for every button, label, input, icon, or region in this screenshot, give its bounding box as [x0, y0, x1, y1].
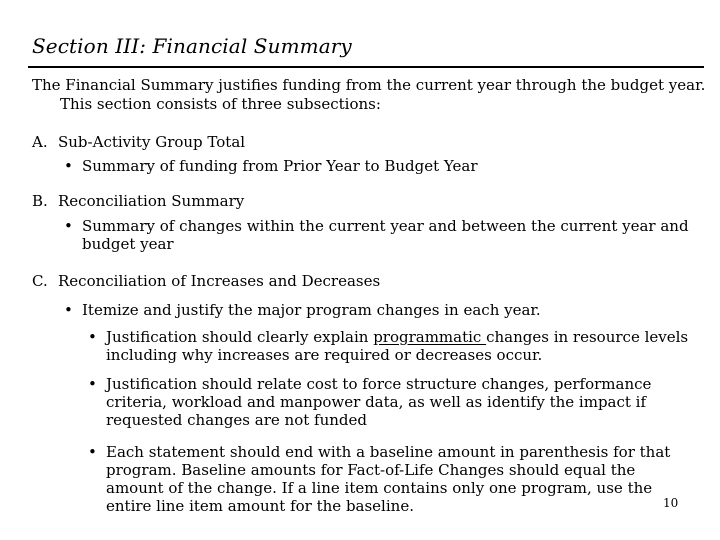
- bullet-text: Justification should relate cost to force structure changes, performance criteria, workload and manpower data, as well as identify the impact if requested changes are not funded: [106, 375, 652, 429]
- bullet-icon: •: [88, 328, 97, 346]
- section-b-heading: [32, 192, 244, 211]
- page-number: 10: [663, 496, 679, 510]
- section-c-heading: [32, 272, 380, 291]
- emphasized-term: programmatic: [373, 328, 487, 346]
- section-c-sub-bullet: [88, 375, 691, 429]
- bullet-icon: •: [64, 157, 73, 175]
- section-letter: A.: [32, 133, 48, 151]
- section-c-sub-bullet: [88, 328, 691, 364]
- section-letter: B.: [32, 192, 48, 210]
- section-c-bullet: [64, 301, 692, 319]
- section-a-bullet: [64, 157, 692, 175]
- section-c-sub-bullet: [88, 443, 691, 515]
- title-divider: [28, 66, 704, 68]
- bullet-icon: •: [88, 443, 97, 461]
- slide-title: Section III: Financial Summary: [32, 34, 352, 58]
- bullet-text: Justification should clearly explain programmatic changes in resource levels including why increases are required or decreases occur.: [106, 328, 689, 364]
- bullet-icon: •: [64, 217, 73, 235]
- section-title: Sub-Activity Group Total: [58, 133, 246, 151]
- section-letter: C.: [32, 272, 48, 290]
- bullet-icon: •: [64, 301, 73, 319]
- section-title: Reconciliation of Increases and Decreases: [58, 272, 381, 290]
- bullet-text: Summary of funding from Prior Year to Budget Year: [82, 157, 478, 175]
- section-b-bullet: [64, 217, 692, 253]
- bullet-text: Each statement should end with a baseline amount in parenthesis for that program. Baseline amounts for Fact-of-Life Changes should equal the amount of the change. If a line item contains only one program, use the entire line item amount for the baseline.: [106, 443, 671, 515]
- section-a-heading: [32, 133, 245, 152]
- section-title: Reconciliation Summary: [58, 192, 245, 210]
- bullet-icon: •: [88, 375, 97, 393]
- intro-paragraph: The Financial Summary justifies funding from the current year through the budget year. This section consists of three subsections:: [32, 76, 706, 113]
- bullet-text: Itemize and justify the major program changes in each year.: [82, 301, 541, 319]
- bullet-text: Summary of changes within the current year and between the current year and budget year: [82, 217, 689, 253]
